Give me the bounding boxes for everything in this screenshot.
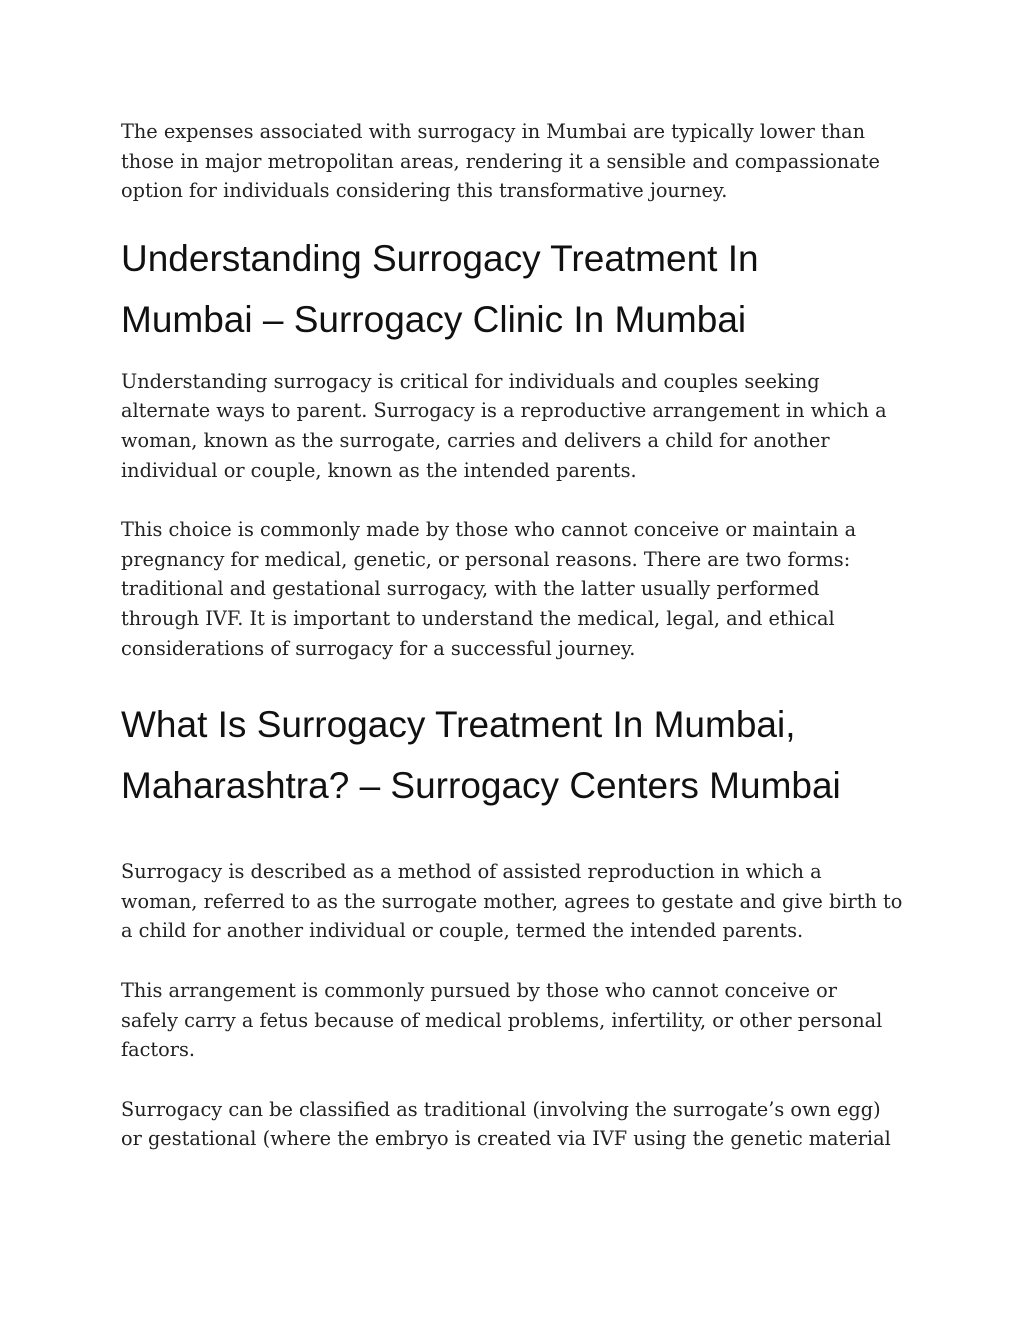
- understanding-paragraph-1: [121, 367, 921, 485]
- heading-line: Understanding Surrogacy Treatment In: [121, 237, 759, 279]
- heading-line: What Is Surrogacy Treatment In Mumbai,: [121, 704, 796, 746]
- text-line: individual or couple, known as the intended parents.: [121, 458, 637, 482]
- section-heading-understanding: [121, 228, 921, 350]
- understanding-paragraph-2: [121, 515, 921, 663]
- what-is-paragraph-3: [121, 1095, 921, 1154]
- what-is-paragraph-1: [121, 857, 921, 946]
- text-line: a child for another individual or couple, termed the intended parents.: [121, 919, 804, 943]
- text-line: pregnancy for medical, genetic, or personal reasons. There are two forms:: [121, 547, 851, 571]
- text-line: alternate ways to parent. Surrogacy is a reproductive arrangement in which a: [121, 399, 887, 423]
- text-line: factors.: [121, 1038, 196, 1062]
- text-line: Surrogacy is described as a method of assisted reproduction in which a: [121, 860, 822, 884]
- text-line: Understanding surrogacy is critical for individuals and couples seeking: [121, 369, 820, 393]
- text-line: Surrogacy can be classified as traditional (involving the surrogate’s own egg): [121, 1097, 881, 1121]
- intro-paragraph: [121, 117, 921, 206]
- text-line: option for individuals considering this transformative journey.: [121, 179, 728, 203]
- document-body: [121, 117, 921, 1154]
- text-line: The expenses associated with surrogacy in Mumbai are typically lower than: [121, 120, 866, 143]
- text-line: safely carry a fetus because of medical problems, infertility, or other personal: [121, 1008, 883, 1032]
- text-line: woman, known as the surrogate, carries and delivers a child for another: [121, 428, 830, 452]
- what-is-paragraph-2: [121, 976, 921, 1065]
- text-line: those in major metropolitan areas, rendering it a sensible and compassionate: [121, 149, 880, 173]
- text-line: woman, referred to as the surrogate mother, agrees to gestate and give birth to: [121, 889, 903, 913]
- text-line: through IVF. It is important to understand the medical, legal, and ethical: [121, 606, 835, 630]
- text-line: This choice is commonly made by those who cannot conceive or maintain a: [121, 518, 857, 542]
- text-line: traditional and gestational surrogacy, with the latter usually performed: [121, 577, 820, 601]
- heading-line: Maharashtra? – Surrogacy Centers Mumbai: [121, 765, 841, 807]
- section-heading-what-is: [121, 694, 921, 816]
- text-line: considerations of surrogacy for a successful journey.: [121, 636, 636, 660]
- text-line: This arrangement is commonly pursued by those who cannot conceive or: [121, 978, 837, 1002]
- text-line: or gestational (where the embryo is created via IVF using the genetic material: [121, 1127, 891, 1151]
- heading-line: Mumbai – Surrogacy Clinic In Mumbai: [121, 298, 747, 340]
